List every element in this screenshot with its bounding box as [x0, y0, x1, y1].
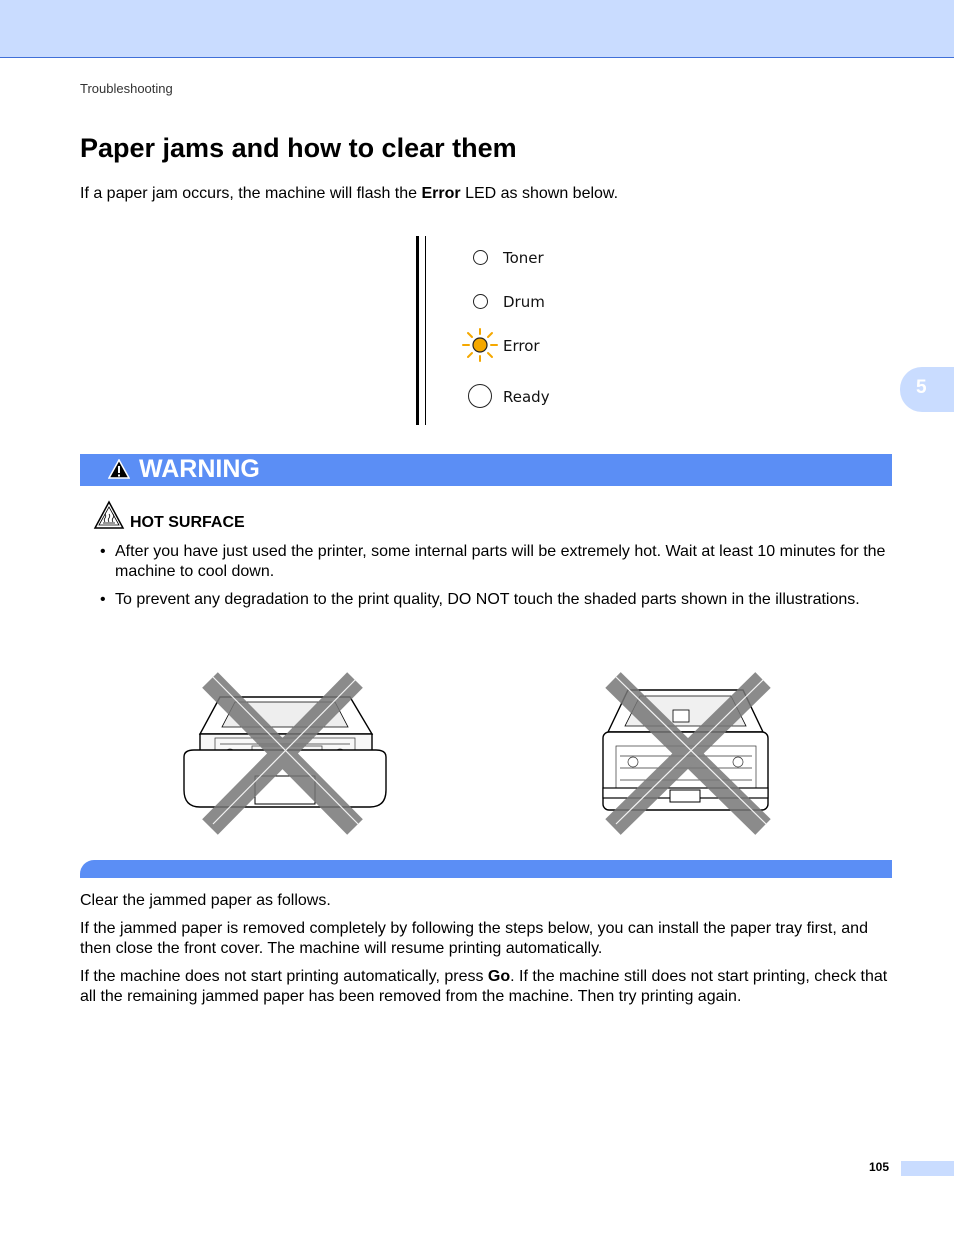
hot-surface-heading: HOT SURFACE	[130, 514, 245, 531]
warning-banner	[80, 454, 892, 486]
bullet-text: After you have just used the printer, some internal parts will be extremely hot. Wait at least 10 minutes for the machine to cool down.	[115, 543, 886, 580]
panel-edge-line	[425, 236, 426, 425]
ready-label: Ready	[503, 388, 550, 406]
warning-title: WARNING	[139, 455, 260, 483]
intro-paragraph: If a paper jam occurs, the machine will flash the Error LED as shown below.	[80, 185, 619, 202]
toner-label: Toner	[503, 249, 544, 267]
error-led-flashing-icon	[460, 326, 500, 366]
page-number-tab	[901, 1161, 954, 1176]
warning-triangle-icon	[108, 459, 130, 479]
error-led-term: Error	[421, 185, 461, 202]
ready-led	[468, 384, 492, 408]
page-title: Paper jams and how to clear them	[80, 133, 517, 163]
page-number: 105	[869, 1160, 890, 1174]
body-paragraph: Clear the jammed paper as follows.	[80, 892, 331, 909]
drum-led	[473, 294, 488, 309]
header-band	[0, 0, 954, 58]
go-button-term: Go	[487, 968, 511, 985]
breadcrumb: Troubleshooting	[80, 81, 173, 96]
chapter-number: 5	[916, 377, 927, 398]
toner-led	[473, 250, 488, 265]
printer-rear-illustration	[598, 672, 773, 837]
panel-edge	[416, 236, 419, 425]
body-paragraph: If the machine does not start printing automatically, press Go. If the machine still does not start printing, check that all the remaining jammed paper has been removed from the machine. Then try printing again.	[80, 968, 888, 1005]
led-panel	[416, 236, 616, 426]
bullet-text: To prevent any degradation to the print quality, DO NOT touch the shaded parts shown in the illustrations.	[115, 591, 860, 608]
hot-surface-icon	[93, 500, 125, 530]
printer-front-open-illustration	[180, 672, 390, 837]
body-paragraph: If the jammed paper is removed completely by following the steps below, you can install the paper tray first, and then close the front cover. The machine will resume printing automatically.	[80, 920, 868, 957]
error-label: Error	[503, 337, 540, 355]
chapter-tab	[900, 367, 954, 412]
drum-label: Drum	[503, 293, 545, 311]
warning-end-bar	[80, 860, 892, 878]
